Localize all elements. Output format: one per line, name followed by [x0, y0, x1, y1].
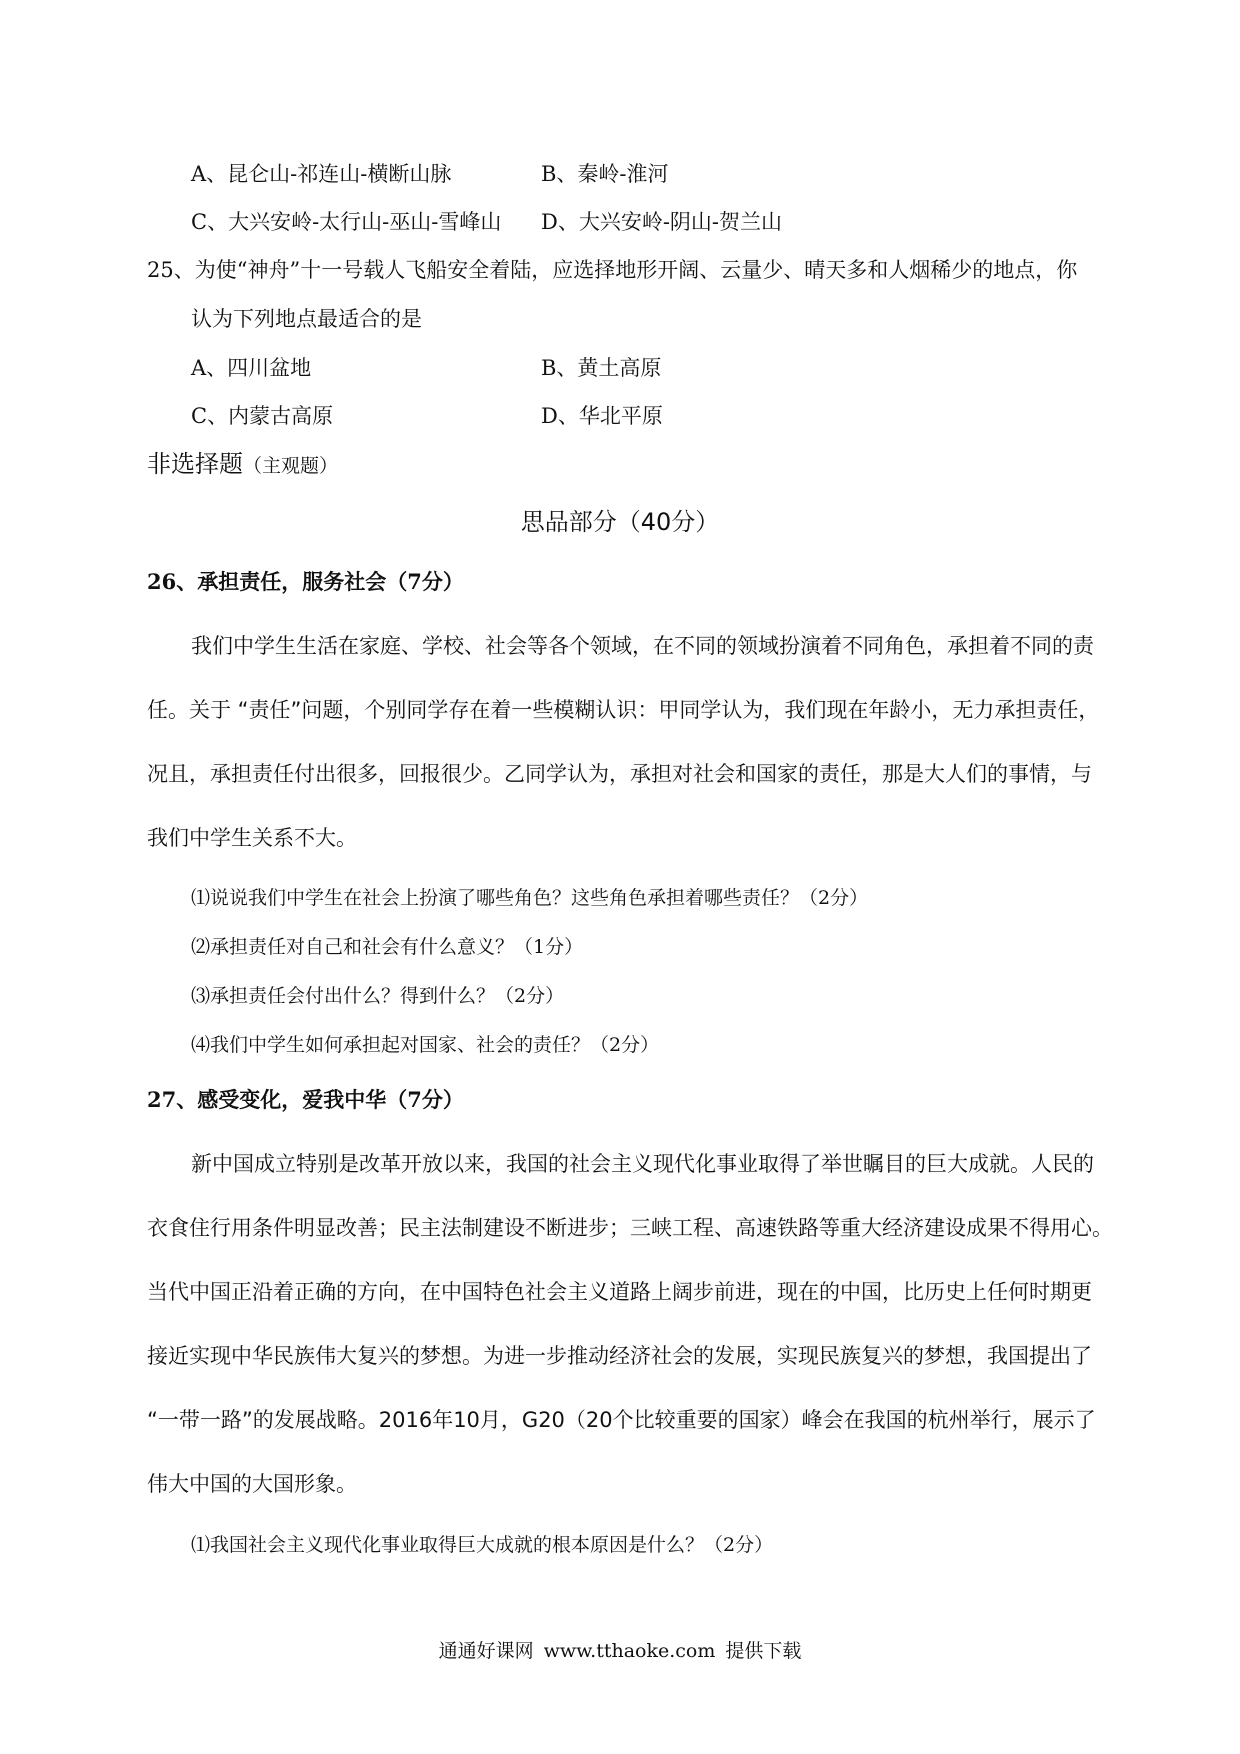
option-c: C、大兴安岭-太行山-巫山-雪峰山 — [191, 210, 502, 234]
footer-url: www.tthaoke.com — [543, 1640, 716, 1662]
option-a: A、四川盆地 — [191, 356, 312, 380]
section-title: 非选择题 — [147, 450, 243, 478]
paragraph-line: 我们中学生生活在家庭、学校、社会等各个领域，在不同的领域扮演着不同角色，承担着不同的责 — [191, 634, 1094, 658]
paragraph-line: 况且，承担责任付出很多，回报很少。乙同学认为，承担对社会和国家的责任，那是大人们的事情，与 — [147, 762, 1092, 786]
question-25-stem-line2: 认为下列地点最适合的是 — [191, 307, 422, 331]
option-c: C、内蒙古高原 — [191, 404, 334, 428]
sub-question: ⑴我国社会主义现代化事业取得巨大成就的根本原因是什么？（2分） — [191, 1534, 774, 1556]
footer-suffix: 提供下载 — [725, 1640, 802, 1662]
sub-question: ⑴说说我们中学生在社会上扮演了哪些角色？这些角色承担着哪些责任？（2分） — [191, 887, 869, 909]
section-heading — [147, 450, 338, 480]
page-footer — [0, 1637, 1240, 1665]
sub-question: ⑶承担责任会付出什么？得到什么？（2分） — [191, 985, 565, 1007]
sub-question: ⑵承担责任对自己和社会有什么意义？（1分） — [191, 936, 584, 958]
option-d: D、华北平原 — [541, 404, 663, 428]
paragraph-line: 衣食住行用条件明显改善；民主法制建设不断进步；三峡工程、高速铁路等重大经济建设成果不得用心。 — [147, 1216, 1113, 1240]
option-a: A、昆仑山-祁连山-横断山脉 — [191, 162, 452, 186]
paragraph-line: 新中国成立特别是改革开放以来，我国的社会主义现代化事业取得了举世瞩目的巨大成就。人民的 — [191, 1152, 1094, 1176]
option-d: D、大兴安岭-阴山-贺兰山 — [541, 210, 783, 234]
paragraph-line: 当代中国正沿着正确的方向，在中国特色社会主义道路上阔步前进，现在的中国，比历史上任何时期更 — [147, 1280, 1092, 1304]
footer-site-name: 通通好课网 — [438, 1640, 534, 1662]
question-26-title: 26、承担责任，服务社会（7分） — [147, 569, 464, 594]
sub-question: ⑷我们中学生如何承担起对国家、社会的责任？（2分） — [191, 1034, 660, 1056]
question-25-stem-line1: 25、为使“神舟”十一号载人飞船安全着陆，应选择地形开阔、云量少、晴天多和人烟稀少的地点，你 — [147, 258, 1078, 282]
question-27-title: 27、感受变化，爱我中华（7分） — [147, 1087, 464, 1112]
paragraph-line: 任。关于 “责任”问题，个别同学存在着一些模糊认识：甲同学认为，我们现在年龄小，无力承担责任， — [147, 698, 1100, 722]
paragraph-line: 我们中学生关系不大。 — [147, 826, 357, 850]
option-b: B、秦岭-淮河 — [541, 162, 669, 186]
section-subtitle: （主观题） — [243, 455, 339, 477]
paragraph-line: “一带一路”的发展战略。2016年10月，G20（20个比较重要的国家）峰会在我国的杭州举行，展示了 — [147, 1408, 1096, 1432]
option-b: B、黄土高原 — [541, 356, 662, 380]
part-title: 思品部分（40分） — [520, 508, 720, 536]
paragraph-line: 接近实现中华民族伟大复兴的梦想。为进一步推动经济社会的发展，实现民族复兴的梦想，我国提出了 — [147, 1344, 1092, 1368]
paragraph-line: 伟大中国的大国形象。 — [147, 1472, 357, 1496]
